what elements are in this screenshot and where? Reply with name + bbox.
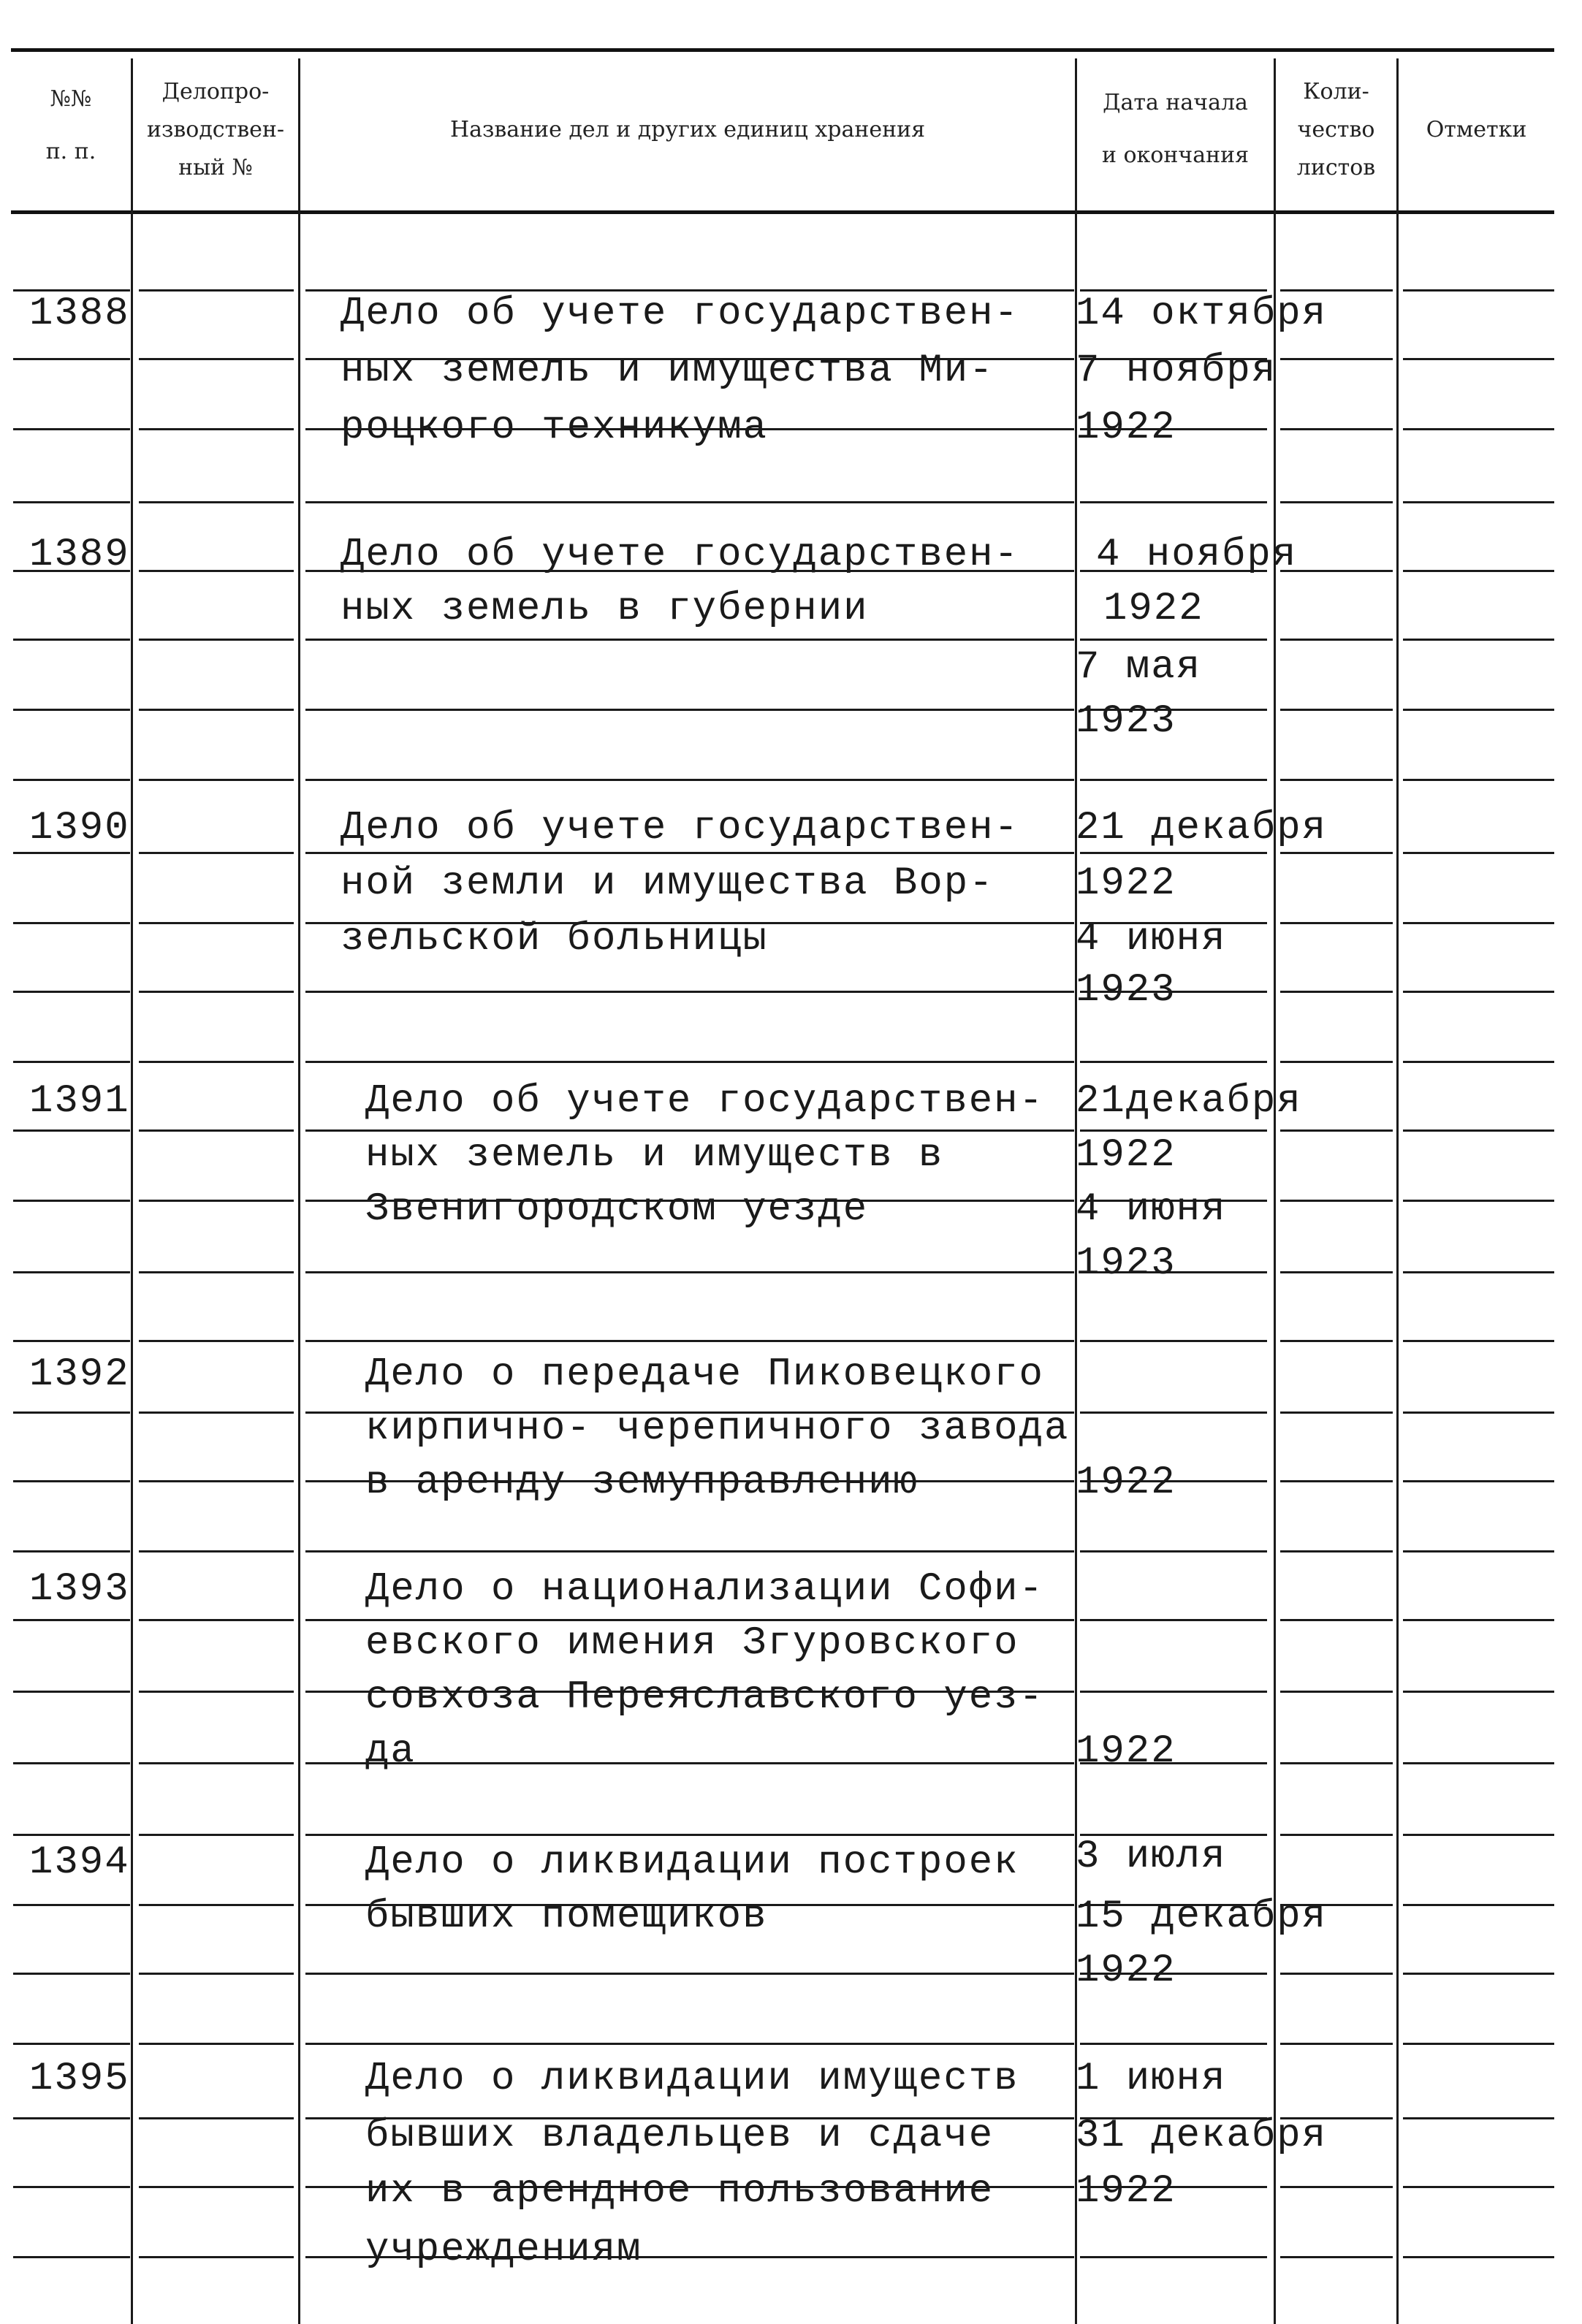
record-title-line: да [365, 1729, 416, 1774]
header-number-line: п. п. [45, 139, 96, 164]
record-date-line: 21 декабря [1076, 806, 1328, 850]
ruled-line [139, 2043, 294, 2045]
ruled-line [139, 1691, 294, 1693]
ruled-line [13, 1550, 130, 1552]
record-title-line: Дело о ликвидации имуществ [365, 2057, 1019, 2101]
ruled-line [1403, 1480, 1554, 1482]
record-number: 1391 [29, 1079, 130, 1124]
ruled-line [1403, 289, 1554, 292]
ruled-line [13, 358, 130, 360]
record-title-line: бывших владельцев и сдаче [365, 2114, 995, 2158]
ruled-line [1403, 1619, 1554, 1621]
ruled-line [13, 1619, 130, 1621]
ruled-line [13, 1691, 130, 1693]
ruled-line [1080, 852, 1267, 854]
ruled-line [1403, 2117, 1554, 2119]
record-date-line: 1922 [1076, 1729, 1176, 1774]
ruled-line [139, 289, 294, 292]
ruled-line [13, 1129, 130, 1132]
ruled-line [13, 991, 130, 993]
ruled-line [139, 709, 294, 711]
header-sheets [1276, 73, 1396, 187]
record-title-line: Дело о национализации Софи- [365, 1567, 1044, 1612]
ruled-line [1403, 709, 1554, 711]
ruled-line [1403, 1340, 1554, 1342]
header-bottom-rule [11, 210, 1554, 214]
record-title-line: евского имения Згуровского [365, 1621, 1019, 1666]
ruled-line [305, 1834, 1074, 1836]
record-title-line: Дело о ликвидации построек [365, 1840, 1019, 1885]
ruled-line [13, 1973, 130, 1975]
ruled-line [139, 922, 294, 924]
ruled-line [305, 852, 1074, 854]
ruled-line [1280, 1411, 1393, 1414]
header-sheets-line: чество [1297, 117, 1375, 142]
header-office-line: Делопро- [161, 79, 270, 104]
ruled-line [139, 1271, 294, 1273]
record-date-line: 21декабря [1076, 1079, 1302, 1124]
record-date-line: 14 октября [1076, 292, 1328, 336]
header-dates-line: Дата начала [1103, 90, 1248, 115]
ruled-line [1403, 1411, 1554, 1414]
ruled-line [1403, 1973, 1554, 1975]
ruled-line [139, 779, 294, 781]
record-date-line: 15 декабря [1076, 1894, 1328, 1939]
record-title-line: ной земли и имущества Вор- [341, 861, 995, 906]
record-title-line: учреждениям [365, 2228, 642, 2272]
record-date-line: 7 мая [1076, 645, 1202, 690]
ruled-line [1403, 922, 1554, 924]
ruled-line [139, 1061, 294, 1063]
record-date-line: 1922 [1076, 2169, 1176, 2214]
record-date-line: 7 ноября [1076, 348, 1277, 393]
ruled-line [139, 1200, 294, 1202]
header-notes: Отметки [1426, 117, 1527, 142]
ruled-line [1403, 1691, 1554, 1693]
record-title-line: Дело об учете государствен- [365, 1079, 1044, 1124]
ruled-line [13, 1061, 130, 1063]
ruled-line [305, 2043, 1074, 2045]
record-date-line: 1922 [1076, 1460, 1176, 1505]
ruled-line [139, 570, 294, 572]
ruled-line [13, 779, 130, 781]
record-date-line: 1922 [1103, 587, 1204, 631]
ruled-line [1403, 1762, 1554, 1764]
record-number: 1395 [29, 2057, 130, 2101]
ruled-line [139, 1340, 294, 1342]
ruled-line [1080, 2043, 1267, 2045]
ruled-line [305, 991, 1074, 993]
column-divider [131, 58, 133, 2324]
ruled-line [1403, 2186, 1554, 2188]
ruled-line [139, 1834, 294, 1836]
ruled-line [1280, 1129, 1393, 1132]
ruled-line [305, 1340, 1074, 1342]
ruled-line [1403, 501, 1554, 503]
record-number: 1392 [29, 1352, 130, 1397]
record-date-line: 1922 [1076, 861, 1176, 906]
ruled-line [139, 991, 294, 993]
record-date-line: 1922 [1076, 1133, 1176, 1178]
ruled-line [1280, 1061, 1393, 1063]
record-date-line: 1923 [1076, 1241, 1176, 1286]
record-number: 1394 [29, 1840, 130, 1885]
record-title-line: роцкого техникума [341, 405, 768, 450]
record-title-line: кирпично- черепичного завода [365, 1406, 1070, 1451]
ruled-line [13, 428, 130, 430]
record-title-line: ных земель и имущества Ми- [341, 348, 995, 393]
ruled-line [305, 709, 1074, 711]
ruled-line [13, 709, 130, 711]
ruled-line [1403, 358, 1554, 360]
record-title-line: их в арендное пользование [365, 2169, 995, 2214]
record-title-line: зельской больницы [341, 917, 768, 961]
ruled-line [305, 1550, 1074, 1552]
ruled-line [13, 2186, 130, 2188]
column-divider [298, 58, 300, 2324]
record-title-line: ных земель и имуществ в [365, 1133, 944, 1178]
ruled-line [1403, 2043, 1554, 2045]
header-sheets-line: листов [1296, 155, 1376, 180]
header-number-line: №№ [50, 86, 92, 112]
ruled-line [1280, 779, 1393, 781]
header-sheets-line: Коли- [1303, 79, 1369, 104]
header-office-line: ный № [178, 155, 253, 180]
ruled-line [1403, 779, 1554, 781]
ruled-line [1080, 1619, 1267, 1621]
ruled-line [1080, 779, 1267, 781]
ruled-line [1280, 2256, 1393, 2258]
ruled-line [139, 2117, 294, 2119]
ruled-line [1403, 1271, 1554, 1273]
ruled-line [139, 358, 294, 360]
ruled-line [1080, 1550, 1267, 1552]
record-date-line: 31 декабря [1076, 2114, 1328, 2158]
ruled-line [139, 1619, 294, 1621]
ruled-line [1403, 639, 1554, 641]
ruled-line [139, 1550, 294, 1552]
record-number: 1393 [29, 1567, 130, 1612]
ruled-line [1280, 1619, 1393, 1621]
ruled-line [13, 922, 130, 924]
header-office-line: изводствен- [147, 117, 284, 142]
ruled-line [1403, 991, 1554, 993]
ruled-line [1403, 1200, 1554, 1202]
record-date-line: 1922 [1076, 1948, 1176, 1993]
record-date-line: 4 июня [1076, 917, 1227, 961]
ruled-line [1280, 2043, 1393, 2045]
ruled-line [139, 1129, 294, 1132]
ruled-line [305, 1973, 1074, 1975]
ruled-line [13, 1480, 130, 1482]
ruled-line [139, 639, 294, 641]
ruled-line [305, 501, 1074, 503]
ruled-line [139, 428, 294, 430]
ruled-line [13, 1271, 130, 1273]
ruled-line [1280, 852, 1393, 854]
ruled-line [139, 2256, 294, 2258]
header-dates [1077, 84, 1274, 175]
record-date-line: 3 июля [1076, 1835, 1227, 1879]
record-title-line: Дело о передаче Пиковецкого [365, 1352, 1044, 1397]
ruled-line [305, 1271, 1074, 1273]
ruled-line [139, 501, 294, 503]
ruled-line [13, 1340, 130, 1342]
ruled-line [139, 1973, 294, 1975]
record-title-line: Дело об учете государствен- [341, 292, 1019, 336]
ruled-line [1403, 1129, 1554, 1132]
ruled-line [1280, 501, 1393, 503]
ruled-line [139, 1411, 294, 1414]
ruled-line [1403, 570, 1554, 572]
ruled-line [1403, 1904, 1554, 1906]
ruled-line [139, 852, 294, 854]
ruled-line [139, 2186, 294, 2188]
ruled-line [1403, 1061, 1554, 1063]
ruled-line [1280, 1691, 1393, 1693]
ruled-line [305, 779, 1074, 781]
record-date-line: 1923 [1076, 699, 1176, 744]
ruled-line [1280, 639, 1393, 641]
ruled-line [13, 1411, 130, 1414]
ruled-line [1403, 852, 1554, 854]
record-date-line: 1922 [1076, 405, 1176, 450]
ruled-line [13, 1762, 130, 1764]
ruled-line [13, 1904, 130, 1906]
header-number [11, 80, 131, 171]
ruled-line [305, 1129, 1074, 1132]
record-title-line: Звенигородском уезде [365, 1187, 869, 1232]
ruled-line [1403, 428, 1554, 430]
record-date-line: 1923 [1076, 968, 1176, 1013]
ruled-line [1080, 639, 1267, 641]
ruled-line [13, 2117, 130, 2119]
ruled-line [139, 1480, 294, 1482]
ruled-line [13, 1200, 130, 1202]
column-divider [1396, 58, 1399, 2324]
record-title-line: Дело об учете государствен- [341, 806, 1019, 850]
ruled-line [1403, 2256, 1554, 2258]
ruled-line [13, 852, 130, 854]
ruled-line [139, 1904, 294, 1906]
ruled-line [1403, 1550, 1554, 1552]
ruled-line [13, 639, 130, 641]
ruled-line [139, 1762, 294, 1764]
ruled-line [1080, 1129, 1267, 1132]
record-number: 1389 [29, 533, 130, 577]
ruled-line [305, 639, 1074, 641]
record-number: 1390 [29, 806, 130, 850]
ruled-line [13, 501, 130, 503]
table-top-rule [11, 48, 1554, 52]
record-title-line: Дело об учете государствен- [341, 533, 1019, 577]
record-date-line: 4 июня [1076, 1187, 1227, 1232]
record-title-line: совхоза Переяславского уез- [365, 1675, 1044, 1720]
ruled-line [13, 2043, 130, 2045]
record-date-line: 1 июня [1076, 2057, 1227, 2101]
ruled-line [1080, 1340, 1267, 1342]
ruled-line [13, 2256, 130, 2258]
header-dates-line: и окончания [1101, 142, 1250, 168]
record-title-line: бывших помещиков [365, 1894, 768, 1939]
header-office-number [133, 73, 298, 187]
ruled-line [1080, 501, 1267, 503]
header-title: Название дел и других единиц хранения [449, 117, 926, 142]
ruled-line [1080, 1061, 1267, 1063]
ruled-line [1403, 1834, 1554, 1836]
ruled-line [1280, 1340, 1393, 1342]
record-title-line: ных земель в губернии [341, 587, 869, 631]
ruled-line [13, 1834, 130, 1836]
record-title-line: в аренду земуправлению [365, 1460, 919, 1505]
ruled-line [305, 1061, 1074, 1063]
record-number: 1388 [29, 292, 130, 336]
record-date-line: 4 ноября [1096, 533, 1298, 577]
ruled-line [1280, 1550, 1393, 1552]
